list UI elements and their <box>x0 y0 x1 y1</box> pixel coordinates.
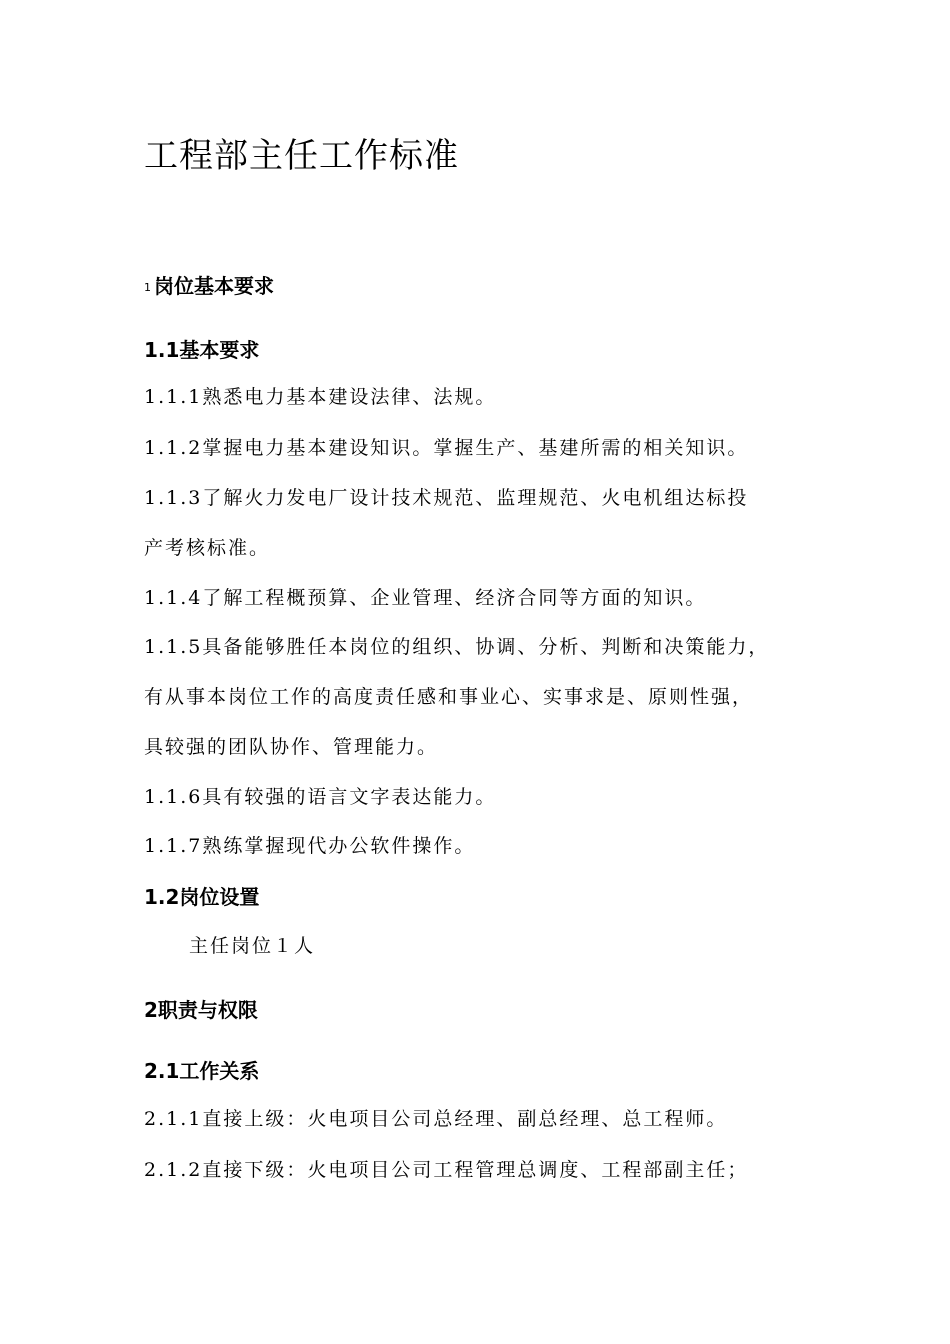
item-1-1-1: 1.1.1熟悉电力基本建设法律、法规。 <box>144 386 497 408</box>
item-2-1-1: 2.1.1直接上级：火电项目公司总经理、副总经理、总工程师。 <box>144 1108 728 1130</box>
item-1-1-4: 1.1.4了解工程概预算、企业管理、经济合同等方面的知识。 <box>144 587 707 609</box>
document-title: 工程部主任工作标准 <box>144 136 459 176</box>
item-1-1-3-line2: 产考核标准。 <box>144 537 271 559</box>
item-1-1-5-line2: 有从事本岗位工作的高度责任感和事业心、实事求是、原则性强， <box>144 686 754 708</box>
item-1-1-5-line1: 1.1.5具备能够胜任本岗位的组织、协调、分析、判断和决策能力， <box>144 636 770 658</box>
section-2-heading: 2职责与权限 <box>144 998 258 1022</box>
item-1-1-6: 1.1.6具有较强的语言文字表达能力。 <box>144 786 497 808</box>
item-1-1-5-line3: 具较强的团队协作、管理能力。 <box>144 736 439 758</box>
section-1-2-text: 主任岗位１人 <box>189 935 316 957</box>
section-1-1-heading: 1.1基本要求 <box>144 338 260 362</box>
section-1-number: 1 <box>144 281 151 294</box>
section-2-1-heading: 2.1工作关系 <box>144 1059 260 1083</box>
item-1-1-7: 1.1.7熟练掌握现代办公软件操作。 <box>144 835 476 857</box>
item-2-1-2: 2.1.2直接下级：火电项目公司工程管理总调度、工程部副主任； <box>144 1159 749 1181</box>
item-1-1-2: 1.1.2掌握电力基本建设知识。掌握生产、基建所需的相关知识。 <box>144 437 749 459</box>
section-1-heading <box>144 270 274 299</box>
section-1-title: 岗位基本要求 <box>154 274 274 298</box>
item-1-1-3-line1: 1.1.3了解火力发电厂设计技术规范、监理规范、火电机组达标投 <box>144 487 749 509</box>
section-1-2-heading: 1.2岗位设置 <box>144 885 260 909</box>
